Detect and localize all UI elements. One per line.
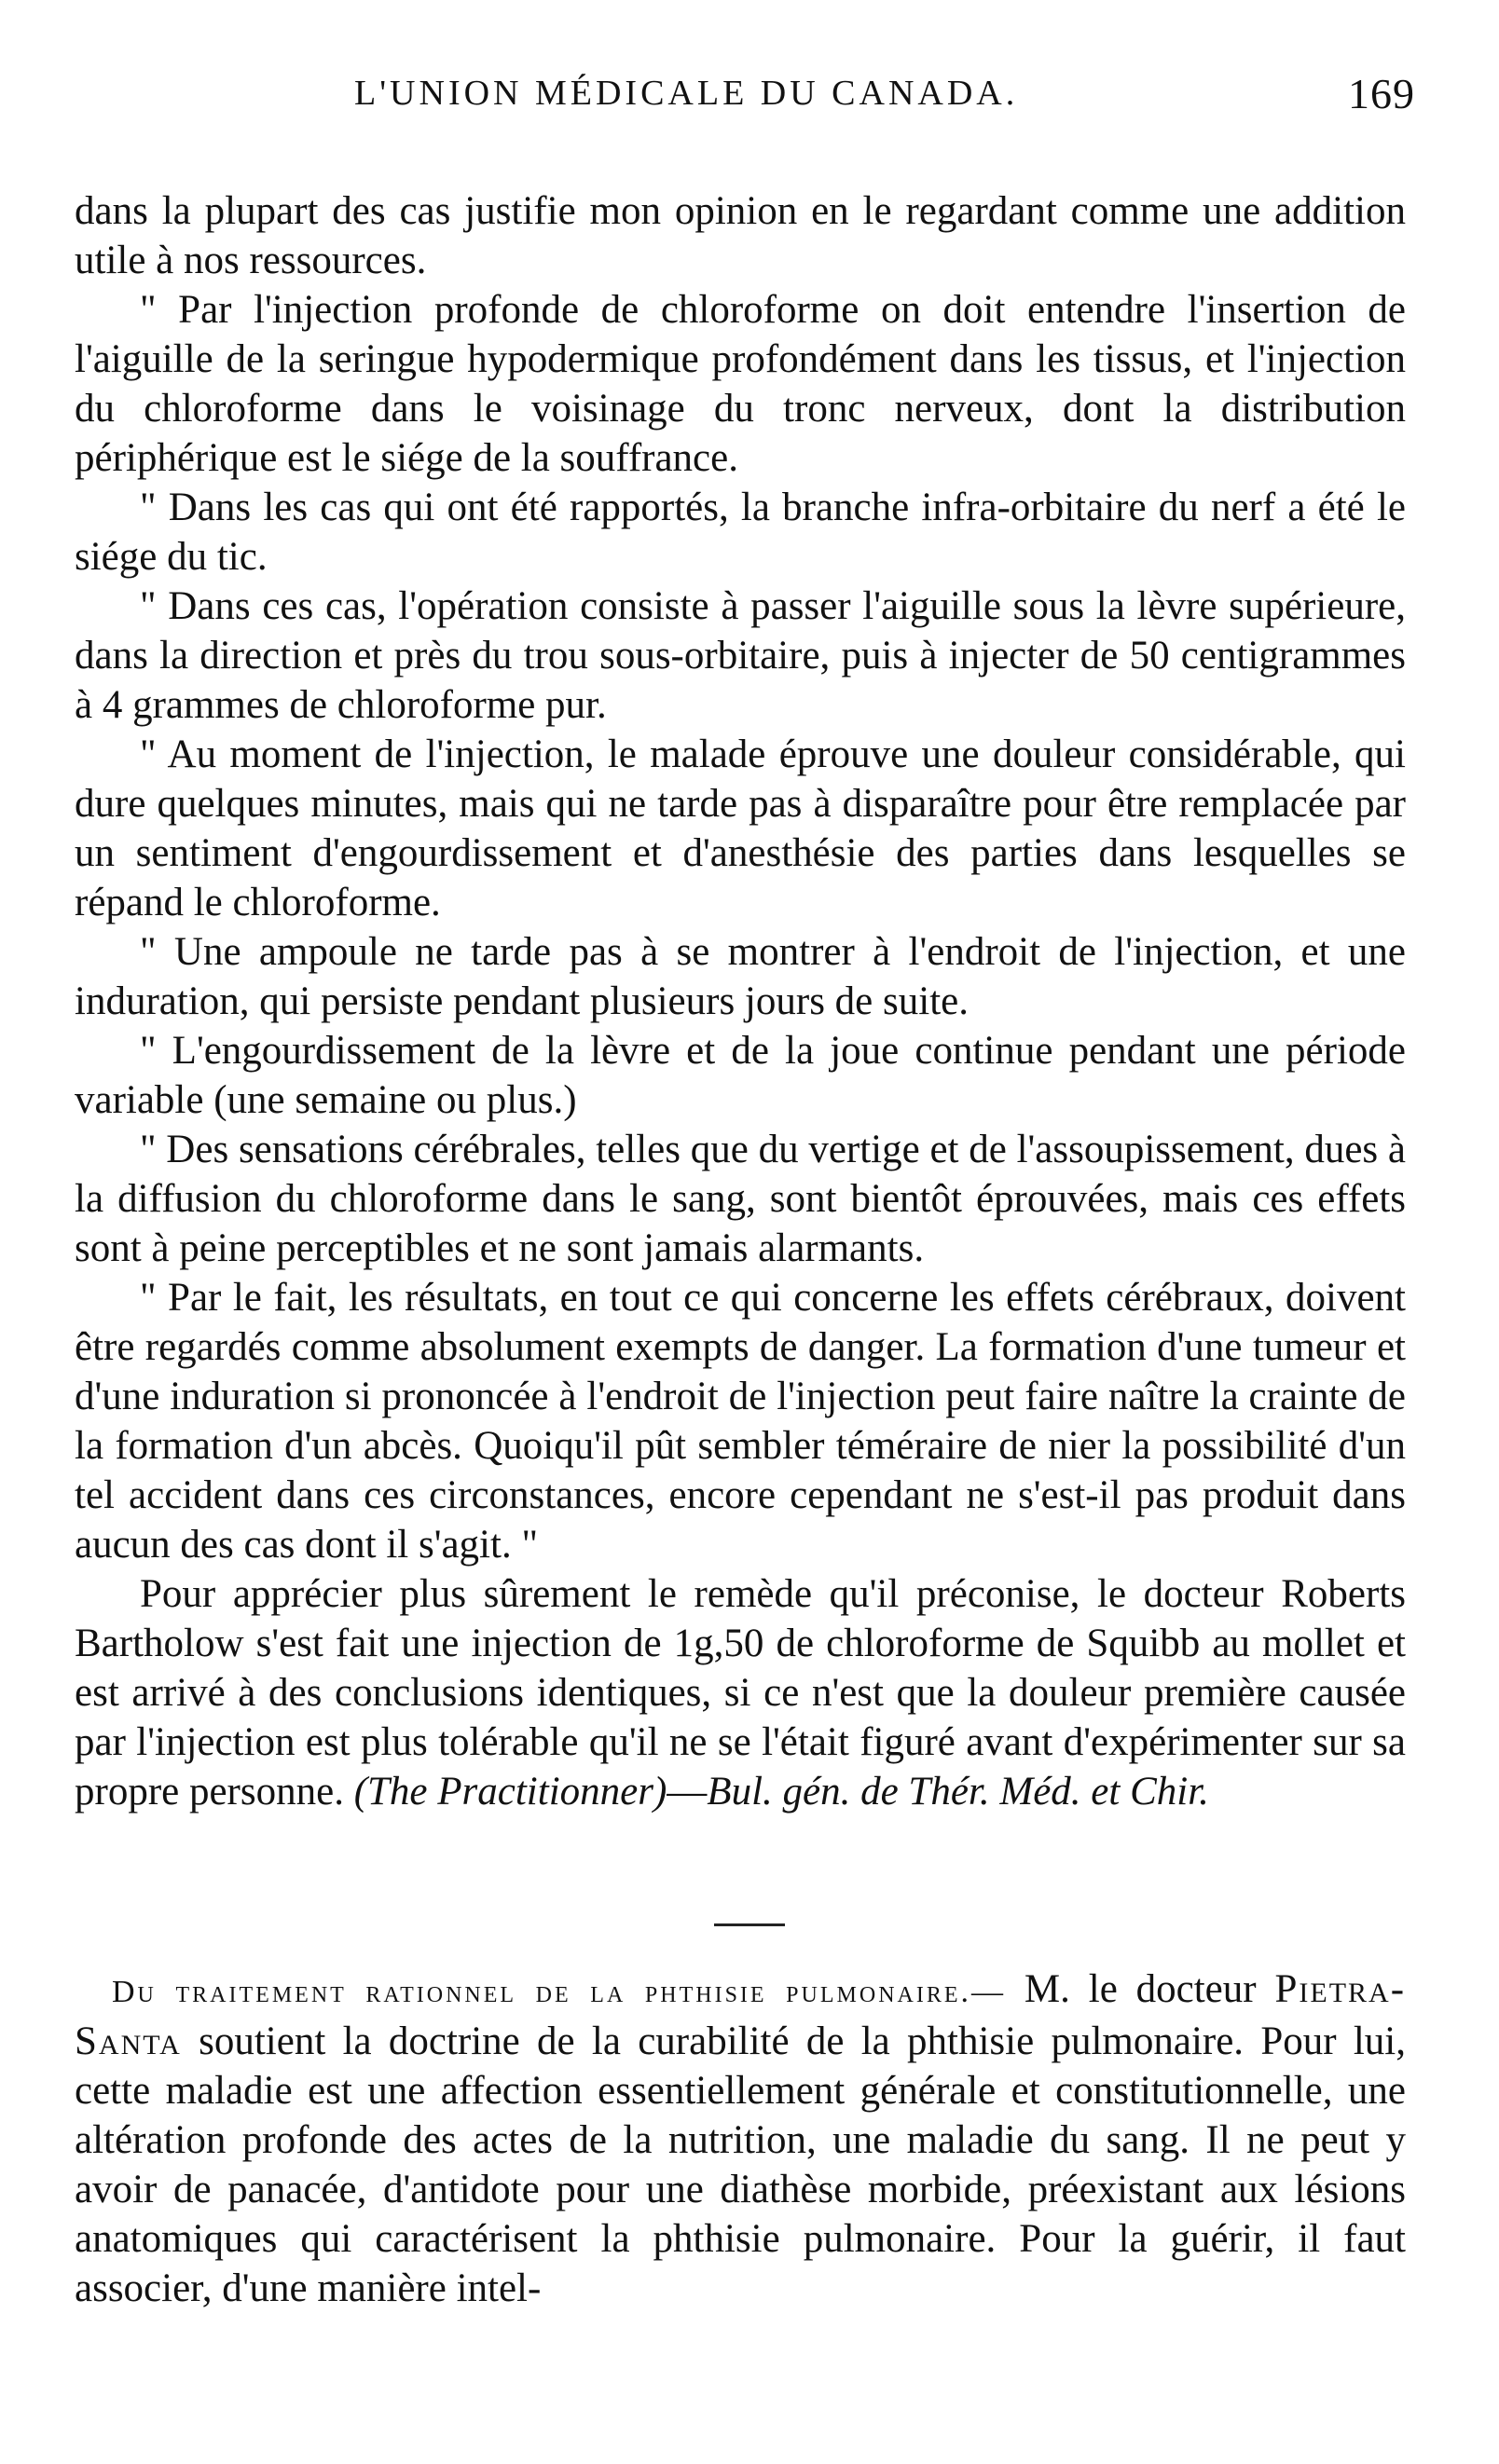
paragraph-text: Pour apprécier plus sûrement le remède qu'il préconise, le docteur Roberts Bartholow s'est fait une injection de 1g,50 de chloroforme de Squibb au mollet et est arrivé à des conclusions identiques, si ce n'est que la douleur première causée par l'injection est plus tolérable qu'il ne se l'était figuré avant d'expérimenter sur sa propre personne. — [75, 1572, 1406, 1814]
paragraph: " Dans les cas qui ont été rapportés, la branche infra-orbitaire du nerf a été le siége du tic. — [75, 486, 1406, 579]
section-text: soutient la doctrine de la curabilité de la phthisie pulmonaire. Pour lui, cette maladie est une affection essentiellement générale et constitutionnelle, une altération profonde des actes de la nutrition, une maladie du sang. Il ne peut y avoir de panacée, d'antidote pour une diathèse morbide, préexistant aux lésions anatomiques qui caractérisent la phthisie pulmonaire. Pour la guérir, il faut associer, d'une manière intel- — [75, 2019, 1406, 2310]
paragraph: dans la plupart des cas justifie mon opinion en le regardant comme une addition utile à nos ressources. — [75, 189, 1406, 282]
source-citation-1: (The Practitionner) — [353, 1770, 667, 1814]
source-dash: — — [667, 1770, 708, 1814]
author-prefix: M. le docteur — [1024, 1967, 1257, 2011]
section-heading: Du traitement rationnel de la phthisie pulmonaire.— — [112, 1975, 1007, 2009]
next-article — [75, 1964, 1406, 2313]
paragraph: " Une ampoule ne tarde pas à se montrer à l'endroit de l'injection, et une induration, qui persiste pendant plusieurs jours de suite. — [75, 930, 1406, 1023]
section-paragraph — [75, 1964, 1406, 2313]
paragraph: " Par le fait, les résultats, en tout ce qui concerne les effets cérébraux, doivent être regardés comme absolument exempts de danger. La formation d'une tumeur et d'une induration si prononcée à l'endroit de l'injection peut faire naître la crainte de la formation d'un abcès. Quoiqu'il pût sembler téméraire de nier la possibilité d'un tel accident dans ces circonstances, encore cependant ne s'est-il pas produit dans aucun des cas dont il s'agit. " — [75, 1276, 1406, 1567]
paragraph: " Au moment de l'injection, le malade éprouve une douleur considérable, qui dure quelques minutes, mais qui ne tarde pas à disparaître pour être remplacée par un sentiment d'engourdissement et d'anesthésie des parties dans lesquelles se répand le chloroforme. — [75, 732, 1406, 924]
author-name: Pietra-Santa — [75, 1967, 1407, 2063]
paragraph: " L'engourdissement de la lèvre et de la joue continue pendant une période variable (une semaine ou plus.) — [75, 1029, 1406, 1122]
page-number: 169 — [1348, 70, 1415, 117]
paragraph: " Dans ces cas, l'opération consiste à passer l'aiguille sous la lèvre supérieure, dans la direction et près du trou sous-orbitaire, puis à injecter de 50 centigrammes à 4 grammes de chloroforme pur. — [75, 584, 1406, 727]
paragraph — [75, 1569, 1406, 1816]
journal-title: L'UNION MÉDICALE DU CANADA. — [354, 74, 1019, 113]
section-divider — [714, 1923, 785, 1926]
source-citation-2: Bul. gén. de Thér. Méd. et Chir. — [707, 1770, 1209, 1814]
paragraph: " Des sensations cérébrales, telles que du vertige et de l'assoupissement, dues à la diffusion du chloroforme dans le sang, sont bientôt éprouvées, mais ces effets sont à peine perceptibles et ne sont jamais alarmants. — [75, 1128, 1406, 1270]
paragraph: " Par l'injection profonde de chloroforme on doit entendre l'insertion de l'aiguille de la seringue hypodermique profondément dans les tissus, et l'injection du chloroforme dans le voisinage du tronc nerveux, dont la distribution périphérique est le siége de la souffrance. — [75, 288, 1406, 480]
article-body — [75, 186, 1406, 1816]
running-header — [354, 70, 1415, 129]
